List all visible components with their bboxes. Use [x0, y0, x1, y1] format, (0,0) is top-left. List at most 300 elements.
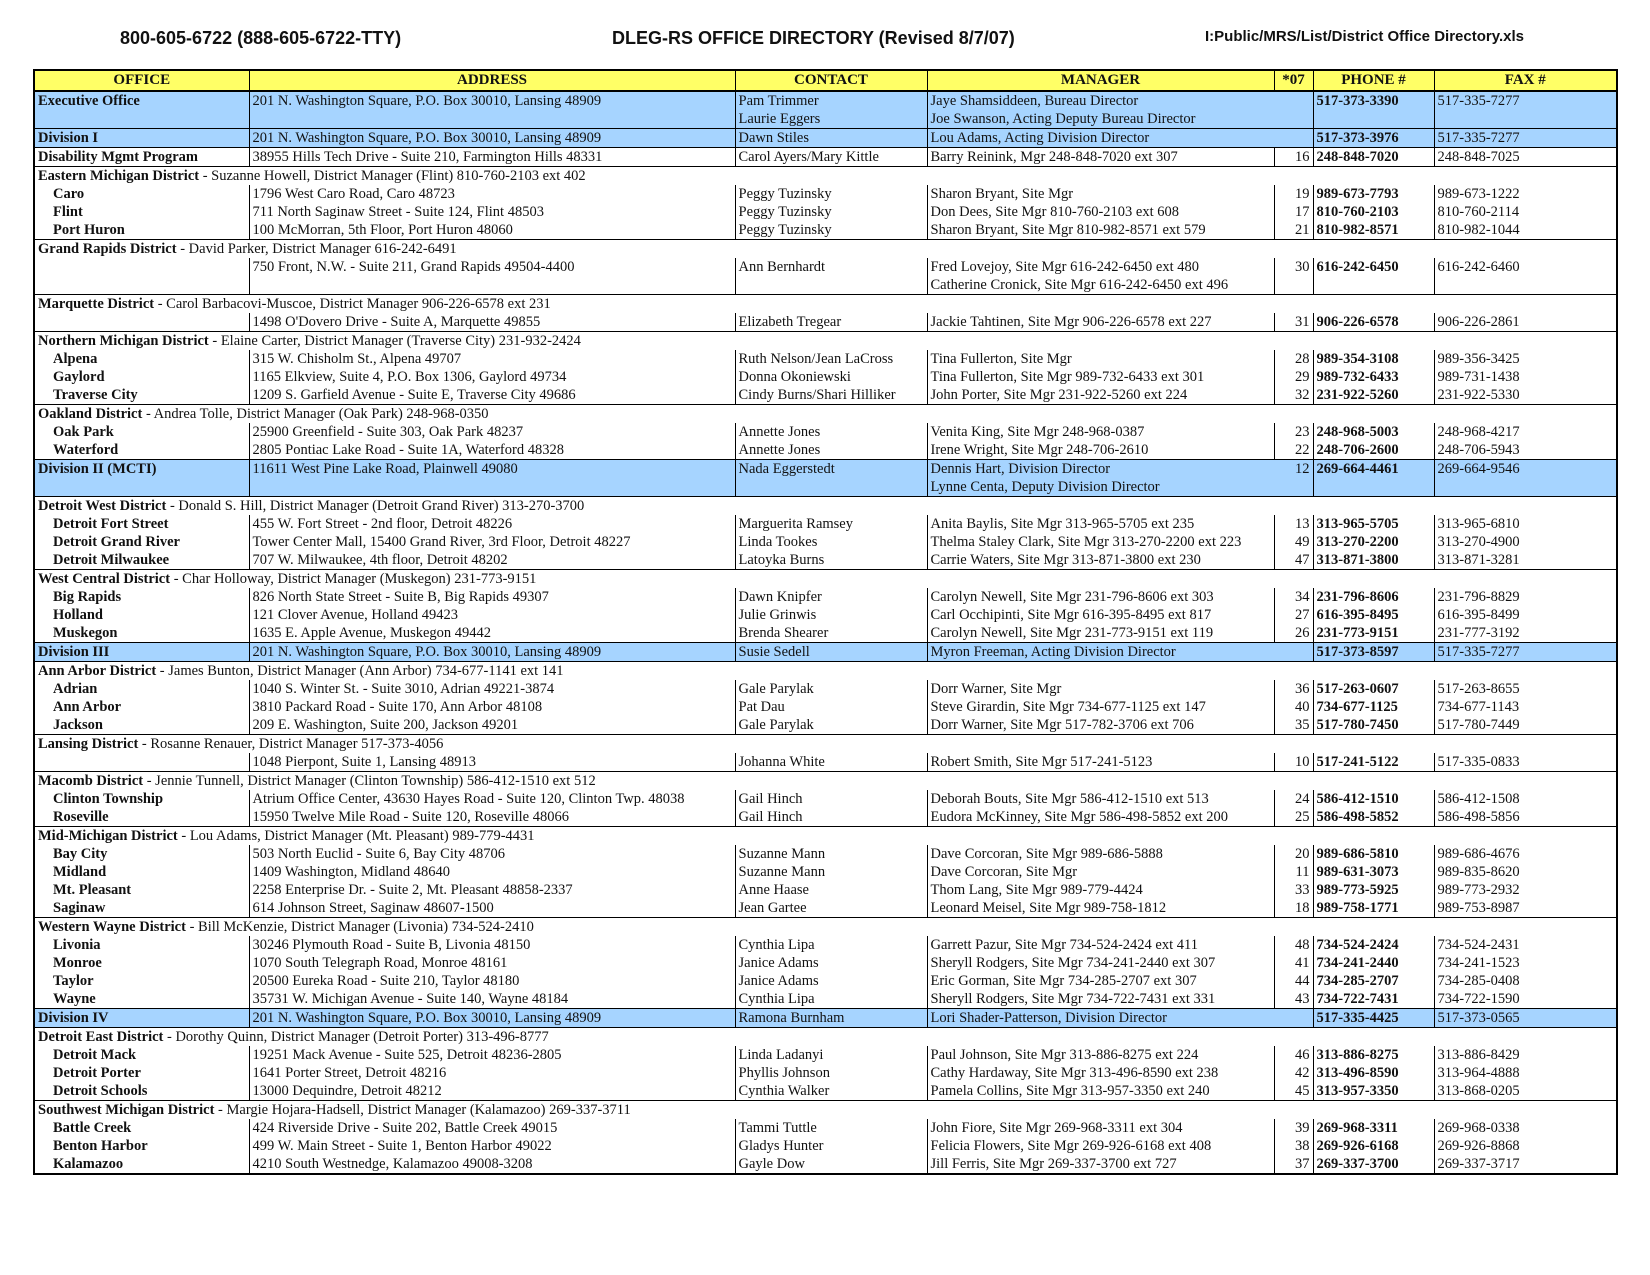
- office-name: Bay City: [53, 846, 108, 862]
- address-cell: 1165 Elkview, Suite 4, P.O. Box 1306, Gaylord 49734: [249, 368, 735, 386]
- manager-cell: Carl Occhipinti, Site Mgr 616-395-8495 ext 817: [927, 606, 1274, 624]
- address-cell: 1409 Washington, Midland 48640: [249, 863, 735, 881]
- fax-cell: 734-677-1143: [1434, 698, 1617, 716]
- manager-cell: Felicia Flowers, Site Mgr 269-926-6168 ext 408: [927, 1137, 1274, 1155]
- contact-cell: Pam Trimmer: [735, 91, 927, 110]
- phone-cell: 313-886-8275: [1313, 1046, 1434, 1064]
- manager-cell: Garrett Pazur, Site Mgr 734-524-2424 ext 411: [927, 936, 1274, 954]
- fax-cell: 517-335-0833: [1434, 753, 1617, 772]
- phone-cell: 989-732-6433: [1313, 368, 1434, 386]
- manager-cell: Sharon Bryant, Site Mgr: [927, 185, 1274, 203]
- office-name: Big Rapids: [53, 589, 122, 605]
- address-cell: 499 W. Main Street - Suite 1, Benton Harbor 49022: [249, 1137, 735, 1155]
- contact-cell: Janice Adams: [735, 972, 927, 990]
- address-cell: 1498 O'Dovero Drive - Suite A, Marquette 49855: [249, 313, 735, 332]
- phone-cell: 517-373-3390: [1313, 91, 1434, 110]
- phone-cell: 734-524-2424: [1313, 936, 1434, 954]
- office-row: [34, 276, 1617, 295]
- office-row: [34, 350, 1617, 368]
- office-row: [34, 203, 1617, 221]
- office-name: Executive Office: [34, 91, 249, 110]
- address-cell: 503 North Euclid - Suite 6, Bay City 48706: [249, 845, 735, 863]
- contact-cell: Susie Sedell: [735, 643, 927, 662]
- fax-cell: 989-731-1438: [1434, 368, 1617, 386]
- code-cell: 17: [1274, 203, 1313, 221]
- office-row: [34, 313, 1617, 332]
- manager-cell: Lou Adams, Acting Division Director: [927, 129, 1274, 148]
- manager-cell: Eric Gorman, Site Mgr 734-285-2707 ext 307: [927, 972, 1274, 990]
- code-cell: 12: [1274, 460, 1313, 479]
- contact-cell: Laurie Eggers: [735, 110, 927, 129]
- code-cell: 34: [1274, 588, 1313, 606]
- district-manager-info: - Carol Barbacovi-Muscoe, District Manager 906-226-6578 ext 231: [154, 296, 551, 312]
- contact-cell: Jean Gartee: [735, 899, 927, 918]
- address-cell: 201 N. Washington Square, P.O. Box 30010, Lansing 48909: [249, 129, 735, 148]
- district-manager-info: - Rosanne Renauer, District Manager 517-373-4056: [138, 736, 444, 752]
- office-name: Livonia: [53, 937, 101, 953]
- fax-cell: 269-664-9546: [1434, 460, 1617, 479]
- office-row: [34, 606, 1617, 624]
- contact-cell: Cynthia Walker: [735, 1082, 927, 1101]
- phone-cell: 734-241-2440: [1313, 954, 1434, 972]
- manager-cell: Jill Ferris, Site Mgr 269-337-3700 ext 727: [927, 1155, 1274, 1174]
- contact-cell: Nada Eggerstedt: [735, 460, 927, 479]
- office-row: [34, 588, 1617, 606]
- district-cell: [34, 240, 1617, 259]
- address-cell: Tower Center Mall, 15400 Grand River, 3rd Floor, Detroit 48227: [249, 533, 735, 551]
- contact-cell: Elizabeth Tregear: [735, 313, 927, 332]
- code-cell: 25: [1274, 808, 1313, 827]
- district-cell: [34, 405, 1617, 424]
- table-header-row: [34, 70, 1617, 91]
- address-cell: 38955 Hills Tech Drive - Suite 210, Farmington Hills 48331: [249, 148, 735, 167]
- district-name: Southwest Michigan District: [38, 1102, 215, 1118]
- district-row: [34, 662, 1617, 681]
- phone-cell: 231-773-9151: [1313, 624, 1434, 643]
- fax-cell: 269-337-3717: [1434, 1155, 1617, 1174]
- code-cell: 28: [1274, 350, 1313, 368]
- contact-cell: Janice Adams: [735, 954, 927, 972]
- code-cell: [1274, 643, 1313, 662]
- phone-cell: 586-498-5852: [1313, 808, 1434, 827]
- office-name: [34, 753, 249, 772]
- contact-cell: Phyllis Johnson: [735, 1064, 927, 1082]
- office-row: [34, 954, 1617, 972]
- address-cell: 209 E. Washington, Suite 200, Jackson 49201: [249, 716, 735, 735]
- address-cell: 1040 S. Winter St. - Suite 3010, Adrian 49221-3874: [249, 680, 735, 698]
- district-manager-info: - Suzanne Howell, District Manager (Flint) 810-760-2103 ext 402: [199, 168, 586, 184]
- office-name: Adrian: [53, 681, 98, 697]
- contact-cell: Linda Ladanyi: [735, 1046, 927, 1064]
- phone-cell: 810-760-2103: [1313, 203, 1434, 221]
- district-cell: [34, 295, 1617, 314]
- address-cell: 826 North State Street - Suite B, Big Rapids 49307: [249, 588, 735, 606]
- fax-cell: 989-673-1222: [1434, 185, 1617, 203]
- code-cell: 47: [1274, 551, 1313, 570]
- office-name: Gaylord: [53, 369, 105, 385]
- manager-cell: Dennis Hart, Division Director: [927, 460, 1274, 479]
- code-cell: [1274, 478, 1313, 497]
- phone-cell: 734-285-2707: [1313, 972, 1434, 990]
- contact-cell: Gale Parylak: [735, 680, 927, 698]
- office-name: Detroit Milwaukee: [53, 552, 170, 568]
- contact-cell: Gale Parylak: [735, 716, 927, 735]
- district-row: [34, 918, 1617, 937]
- office-name: Caro: [53, 186, 85, 202]
- district-name: West Central District: [38, 571, 171, 587]
- fax-cell: 616-395-8499: [1434, 606, 1617, 624]
- phone-cell: 517-373-3976: [1313, 129, 1434, 148]
- code-cell: 35: [1274, 716, 1313, 735]
- code-cell: 31: [1274, 313, 1313, 332]
- district-row: [34, 1101, 1617, 1120]
- office-name: Division I: [34, 129, 249, 148]
- manager-cell: John Fiore, Site Mgr 269-968-3311 ext 304: [927, 1119, 1274, 1137]
- district-name: Detroit East District: [38, 1029, 164, 1045]
- contact-cell: [735, 276, 927, 295]
- fax-cell: 517-335-7277: [1434, 643, 1617, 662]
- manager-cell: Lynne Centa, Deputy Division Director: [927, 478, 1274, 497]
- contact-cell: Ann Bernhardt: [735, 258, 927, 276]
- office-row: [34, 258, 1617, 276]
- office-row: [34, 680, 1617, 698]
- fax-cell: 989-686-4676: [1434, 845, 1617, 863]
- office-row: [34, 1119, 1617, 1137]
- office-name: Alpena: [53, 351, 98, 367]
- district-manager-info: - Margie Hojara-Hadsell, District Manager (Kalamazoo) 269-337-3711: [214, 1102, 631, 1118]
- code-cell: 10: [1274, 753, 1313, 772]
- contact-cell: Johanna White: [735, 753, 927, 772]
- contact-cell: Marguerita Ramsey: [735, 515, 927, 533]
- column-header-manager: MANAGER: [927, 70, 1274, 91]
- office-name: Ann Arbor: [53, 699, 122, 715]
- phone-cell: 734-722-7431: [1313, 990, 1434, 1009]
- office-row: [34, 1082, 1617, 1101]
- fax-cell: 810-760-2114: [1434, 203, 1617, 221]
- fax-cell: 313-965-6810: [1434, 515, 1617, 533]
- district-cell: [34, 167, 1617, 186]
- code-cell: 19: [1274, 185, 1313, 203]
- code-cell: 38: [1274, 1137, 1313, 1155]
- code-cell: 30: [1274, 258, 1313, 276]
- office-row: [34, 845, 1617, 863]
- address-cell: 25900 Greenfield - Suite 303, Oak Park 48237: [249, 423, 735, 441]
- fax-cell: 517-780-7449: [1434, 716, 1617, 735]
- manager-cell: Jaye Shamsiddeen, Bureau Director: [927, 91, 1274, 110]
- contact-cell: Annette Jones: [735, 441, 927, 460]
- manager-cell: Thelma Staley Clark, Site Mgr 313-270-2200 ext 223: [927, 533, 1274, 551]
- fax-cell: 313-886-8429: [1434, 1046, 1617, 1064]
- manager-cell: Steve Girardin, Site Mgr 734-677-1125 ext 147: [927, 698, 1274, 716]
- code-cell: 16: [1274, 148, 1313, 167]
- office-name: Battle Creek: [53, 1120, 132, 1136]
- manager-cell: Cathy Hardaway, Site Mgr 313-496-8590 ext 238: [927, 1064, 1274, 1082]
- address-cell: 3810 Packard Road - Suite 170, Ann Arbor 48108: [249, 698, 735, 716]
- contact-cell: Peggy Tuzinsky: [735, 185, 927, 203]
- district-cell: [34, 1101, 1617, 1120]
- manager-cell: Leonard Meisel, Site Mgr 989-758-1812: [927, 899, 1274, 918]
- manager-cell: Robert Smith, Site Mgr 517-241-5123: [927, 753, 1274, 772]
- district-row: [34, 1028, 1617, 1047]
- contact-cell: Pat Dau: [735, 698, 927, 716]
- contact-cell: Carol Ayers/Mary Kittle: [735, 148, 927, 167]
- office-name: Detroit Mack: [53, 1047, 137, 1063]
- phone-cell: 269-968-3311: [1313, 1119, 1434, 1137]
- district-cell: [34, 827, 1617, 846]
- manager-cell: Lori Shader-Patterson, Division Director: [927, 1009, 1274, 1028]
- phone-cell: 269-926-6168: [1313, 1137, 1434, 1155]
- fax-cell: 269-968-0338: [1434, 1119, 1617, 1137]
- address-cell: 11611 West Pine Lake Road, Plainwell 49080: [249, 460, 735, 479]
- column-header-07: *07: [1274, 70, 1313, 91]
- office-row: [34, 1155, 1617, 1174]
- office-name: Clinton Township: [53, 791, 164, 807]
- column-header-office: OFFICE: [34, 70, 249, 91]
- district-row: [34, 772, 1617, 791]
- office-row: [34, 515, 1617, 533]
- manager-cell: Anita Baylis, Site Mgr 313-965-5705 ext 235: [927, 515, 1274, 533]
- phone-cell: [1313, 276, 1434, 295]
- district-cell: [34, 1028, 1617, 1047]
- district-manager-info: - David Parker, District Manager 616-242-6491: [176, 241, 457, 257]
- district-row: [34, 240, 1617, 259]
- phone-cell: 248-706-2600: [1313, 441, 1434, 460]
- contact-cell: Cynthia Lipa: [735, 990, 927, 1009]
- office-name: Detroit Grand River: [53, 534, 180, 550]
- manager-cell: Paul Johnson, Site Mgr 313-886-8275 ext 224: [927, 1046, 1274, 1064]
- district-name: Marquette District: [38, 296, 155, 312]
- manager-cell: Carolyn Newell, Site Mgr 231-796-8606 ext 303: [927, 588, 1274, 606]
- fax-cell: 313-270-4900: [1434, 533, 1617, 551]
- fax-cell: [1434, 276, 1617, 295]
- office-name: Muskegon: [53, 625, 118, 641]
- code-cell: 26: [1274, 624, 1313, 643]
- manager-cell: Dorr Warner, Site Mgr 517-782-3706 ext 706: [927, 716, 1274, 735]
- page-title: DLEG-RS OFFICE DIRECTORY (Revised 8/7/07): [612, 28, 1015, 48]
- district-row: [34, 497, 1617, 516]
- address-cell: 19251 Mack Avenue - Suite 525, Detroit 48236-2805: [249, 1046, 735, 1064]
- address-cell: [249, 276, 735, 295]
- office-name: Taylor: [53, 973, 94, 989]
- manager-cell: Tina Fullerton, Site Mgr: [927, 350, 1274, 368]
- fax-cell: 517-373-0565: [1434, 1009, 1617, 1028]
- contact-cell: Gladys Hunter: [735, 1137, 927, 1155]
- code-cell: 24: [1274, 790, 1313, 808]
- address-cell: Atrium Office Center, 43630 Hayes Road - Suite 120, Clinton Twp. 48038: [249, 790, 735, 808]
- address-cell: 201 N. Washington Square, P.O. Box 30010, Lansing 48909: [249, 643, 735, 662]
- phone-cell: 269-337-3700: [1313, 1155, 1434, 1174]
- office-name: Wayne: [53, 991, 96, 1007]
- office-row: [34, 863, 1617, 881]
- address-cell: 1048 Pierpont, Suite 1, Lansing 48913: [249, 753, 735, 772]
- office-name: [34, 276, 249, 295]
- contact-cell: Dawn Knipfer: [735, 588, 927, 606]
- phone-cell: 248-968-5003: [1313, 423, 1434, 441]
- fax-cell: 313-868-0205: [1434, 1082, 1617, 1101]
- phone-cell: 517-263-0607: [1313, 680, 1434, 698]
- phone-cell: 989-686-5810: [1313, 845, 1434, 863]
- address-cell: 2258 Enterprise Dr. - Suite 2, Mt. Pleasant 48858-2337: [249, 881, 735, 899]
- fax-cell: 269-926-8868: [1434, 1137, 1617, 1155]
- office-row: [34, 936, 1617, 954]
- fax-cell: 517-263-8655: [1434, 680, 1617, 698]
- office-name: Detroit Porter: [53, 1065, 141, 1081]
- contact-cell: Ramona Burnham: [735, 1009, 927, 1028]
- office-name: Benton Harbor: [53, 1138, 148, 1154]
- address-cell: 315 W. Chisholm St., Alpena 49707: [249, 350, 735, 368]
- district-row: [34, 405, 1617, 424]
- phone-cell: [1313, 110, 1434, 129]
- office-row: [34, 972, 1617, 990]
- contact-cell: Dawn Stiles: [735, 129, 927, 148]
- address-cell: 750 Front, N.W. - Suite 211, Grand Rapids 49504-4400: [249, 258, 735, 276]
- division-row-continued: [34, 110, 1617, 129]
- office-name: [34, 313, 249, 332]
- fax-cell: 586-412-1508: [1434, 790, 1617, 808]
- phone-cell: 734-677-1125: [1313, 698, 1434, 716]
- code-cell: 13: [1274, 515, 1313, 533]
- manager-cell: Carolyn Newell, Site Mgr 231-773-9151 ext 119: [927, 624, 1274, 643]
- division-row: [34, 1009, 1617, 1028]
- office-row: [34, 990, 1617, 1009]
- code-cell: 33: [1274, 881, 1313, 899]
- address-cell: 4210 South Westnedge, Kalamazoo 49008-3208: [249, 1155, 735, 1174]
- office-name: Kalamazoo: [53, 1156, 124, 1172]
- address-cell: 15950 Twelve Mile Road - Suite 120, Roseville 48066: [249, 808, 735, 827]
- contact-cell: Peggy Tuzinsky: [735, 221, 927, 240]
- phone-cell: 586-412-1510: [1313, 790, 1434, 808]
- code-cell: [1274, 110, 1313, 129]
- fax-cell: 517-335-7277: [1434, 91, 1617, 110]
- contact-cell: Julie Grinwis: [735, 606, 927, 624]
- phone-cell: 517-241-5122: [1313, 753, 1434, 772]
- program-row: [34, 148, 1617, 167]
- office-row: [34, 698, 1617, 716]
- office-row: [34, 221, 1617, 240]
- contact-cell: Gail Hinch: [735, 790, 927, 808]
- address-cell: 121 Clover Avenue, Holland 49423: [249, 606, 735, 624]
- district-cell: [34, 918, 1617, 937]
- phone-cell: 616-242-6450: [1313, 258, 1434, 276]
- district-cell: [34, 332, 1617, 351]
- phone-cell: 231-796-8606: [1313, 588, 1434, 606]
- district-manager-info: - Lou Adams, District Manager (Mt. Pleasant) 989-779-4431: [177, 828, 535, 844]
- contact-cell: Annette Jones: [735, 423, 927, 441]
- manager-cell: Sharon Bryant, Site Mgr 810-982-8571 ext 579: [927, 221, 1274, 240]
- address-cell: [249, 110, 735, 129]
- fax-cell: 231-922-5330: [1434, 386, 1617, 405]
- office-row: [34, 790, 1617, 808]
- phone-cell: 248-848-7020: [1313, 148, 1434, 167]
- address-cell: 35731 W. Michigan Avenue - Suite 140, Wayne 48184: [249, 990, 735, 1009]
- office-directory-table: [33, 69, 1618, 1175]
- address-cell: 455 W. Fort Street - 2nd floor, Detroit 48226: [249, 515, 735, 533]
- fax-cell: [1434, 478, 1617, 497]
- address-cell: 711 North Saginaw Street - Suite 124, Flint 48503: [249, 203, 735, 221]
- file-path: I:Public/MRS/List/District Office Directory.xls: [1205, 28, 1524, 45]
- phone-cell: 313-965-5705: [1313, 515, 1434, 533]
- fax-cell: 313-964-4888: [1434, 1064, 1617, 1082]
- manager-cell: John Porter, Site Mgr 231-922-5260 ext 224: [927, 386, 1274, 405]
- district-row: [34, 332, 1617, 351]
- address-cell: 614 Johnson Street, Saginaw 48607-1500: [249, 899, 735, 918]
- phone-cell: 810-982-8571: [1313, 221, 1434, 240]
- fax-cell: 231-796-8829: [1434, 588, 1617, 606]
- office-row: [34, 423, 1617, 441]
- fax-cell: 734-241-1523: [1434, 954, 1617, 972]
- district-manager-info: - James Bunton, District Manager (Ann Arbor) 734-677-1141 ext 141: [156, 663, 564, 679]
- manager-cell: Dave Corcoran, Site Mgr 989-686-5888: [927, 845, 1274, 863]
- address-cell: 1796 West Caro Road, Caro 48723: [249, 185, 735, 203]
- district-name: Grand Rapids District: [38, 241, 177, 257]
- manager-cell: Barry Reinink, Mgr 248-848-7020 ext 307: [927, 148, 1274, 167]
- district-name: Ann Arbor District: [38, 663, 157, 679]
- address-cell: 201 N. Washington Square, P.O. Box 30010, Lansing 48909: [249, 1009, 735, 1028]
- office-row: [34, 441, 1617, 460]
- district-manager-info: - Andrea Tolle, District Manager (Oak Park) 248-968-0350: [142, 406, 489, 422]
- district-manager-info: - Elaine Carter, District Manager (Traverse City) 231-932-2424: [208, 333, 581, 349]
- office-row: [34, 716, 1617, 735]
- phone-cell: 269-664-4461: [1313, 460, 1434, 479]
- office-name: Disability Mgmt Program: [38, 149, 199, 165]
- manager-cell: Pamela Collins, Site Mgr 313-957-3350 ext 240: [927, 1082, 1274, 1101]
- fax-cell: 517-335-7277: [1434, 129, 1617, 148]
- fax-cell: 989-356-3425: [1434, 350, 1617, 368]
- phone-cell: 989-354-3108: [1313, 350, 1434, 368]
- office-row: [34, 808, 1617, 827]
- fax-cell: 734-285-0408: [1434, 972, 1617, 990]
- division-row: [34, 129, 1617, 148]
- contact-cell: Cindy Burns/Shari Hilliker: [735, 386, 927, 405]
- district-row: [34, 570, 1617, 589]
- office-name: Waterford: [53, 442, 119, 458]
- address-cell: 424 Riverside Drive - Suite 202, Battle Creek 49015: [249, 1119, 735, 1137]
- column-header-contact: CONTACT: [735, 70, 927, 91]
- manager-cell: Deborah Bouts, Site Mgr 586-412-1510 ext 513: [927, 790, 1274, 808]
- manager-cell: Catherine Cronick, Site Mgr 616-242-6450 ext 496: [927, 276, 1274, 295]
- manager-cell: Dorr Warner, Site Mgr: [927, 680, 1274, 698]
- code-cell: [1274, 276, 1313, 295]
- phone-cell: 313-871-3800: [1313, 551, 1434, 570]
- code-cell: 48: [1274, 936, 1313, 954]
- contact-cell: Suzanne Mann: [735, 863, 927, 881]
- district-row: [34, 167, 1617, 186]
- contact-cell: Peggy Tuzinsky: [735, 203, 927, 221]
- code-cell: 44: [1274, 972, 1313, 990]
- phone-cell: 906-226-6578: [1313, 313, 1434, 332]
- office-row: [34, 533, 1617, 551]
- district-name: Northern Michigan District: [38, 333, 209, 349]
- phone-cell: 313-270-2200: [1313, 533, 1434, 551]
- header-phone: 800-605-6722 (888-605-6722-TTY): [120, 28, 402, 48]
- code-cell: 29: [1274, 368, 1313, 386]
- address-cell: 20500 Eureka Road - Suite 210, Taylor 48180: [249, 972, 735, 990]
- office-row: [34, 551, 1617, 570]
- manager-cell: Tina Fullerton, Site Mgr 989-732-6433 ext 301: [927, 368, 1274, 386]
- office-name: Midland: [53, 864, 107, 880]
- manager-cell: Thom Lang, Site Mgr 989-779-4424: [927, 881, 1274, 899]
- district-cell: [34, 772, 1617, 791]
- code-cell: 43: [1274, 990, 1313, 1009]
- district-name: Lansing District: [38, 736, 139, 752]
- division-row: [34, 91, 1617, 110]
- contact-cell: Cynthia Lipa: [735, 936, 927, 954]
- district-manager-info: - Dorothy Quinn, District Manager (Detroit Porter) 313-496-8777: [163, 1029, 549, 1045]
- fax-cell: 248-968-4217: [1434, 423, 1617, 441]
- code-cell: 42: [1274, 1064, 1313, 1082]
- office-name: Oak Park: [53, 424, 114, 440]
- office-row: [34, 881, 1617, 899]
